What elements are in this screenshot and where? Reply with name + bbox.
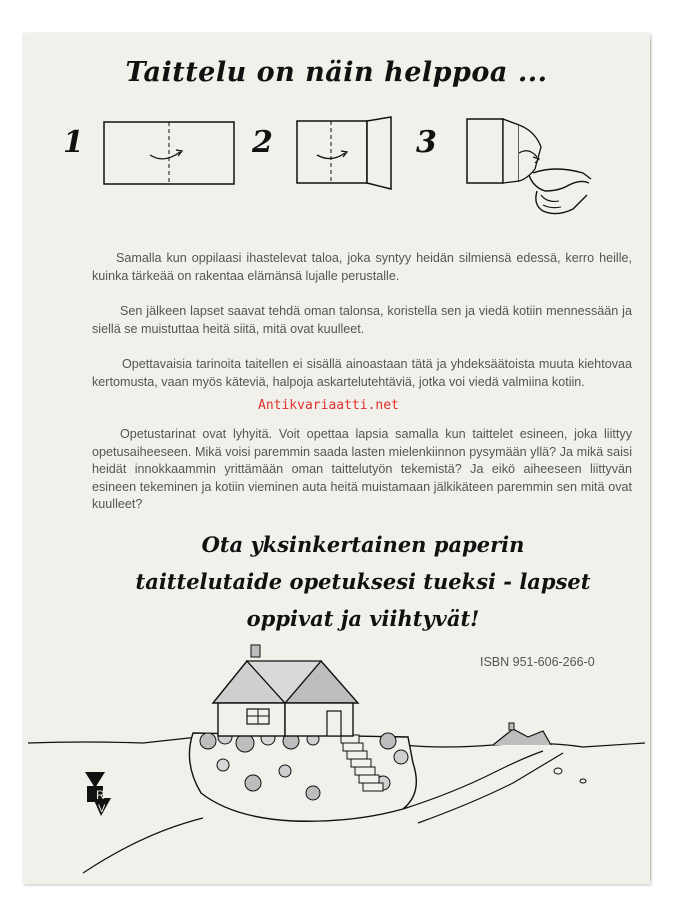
slogan-line-1: Ota yksinkertainen paperin [201,532,525,557]
isbn: ISBN 951-606-266-0 [480,655,595,669]
page-title: Taittelu on näin helppoa ... [125,57,548,88]
house-on-rock-illustration [23,633,650,884]
logo-letter-r: R [96,788,105,802]
paragraph-3: Opettavaisia tarinoita taitellen ei sisällä ainoastaan tätä ja yhdeksäätoista muuta kiehtovaa kertomusta, vaan myös käteviä, halpoja askartelutehtäviä, jotka voi viedä valmiina kotiin. [92,357,632,389]
step-number-2: 2 [252,125,273,160]
step-number-1: 1 [63,125,84,160]
fold-step-3-illustration [463,113,598,218]
logo-letter-v: V [98,803,106,815]
watermark: Antikvariaatti.net [258,398,399,413]
fold-step-2-illustration [291,115,401,195]
paragraph-1: Samalla kun oppilaasi ihastelevat taloa, joka syntyy heidän silmiensä edessä, kerro heille, kuinka tärkeää on rakentaa elämänsä lujalle perustalle. [92,251,632,283]
back-cover [23,33,650,884]
paragraph-4: Opetustarinat ovat lyhyitä. Voit opettaa lapsia samalla kun taittelet esineen, joka liittyy opetusaiheeseen. Mikä voisi paremmin saada lasten mielenkiinnon pysymään yllä? Ja mikä saisi heidät innokkaammin yrittämään oman taittelutyön tekemistä? Ja eikö aiheeseen liittyvän esineen tekeminen ja kotiin vieminen auta heitä muistamaan jälkikäteen paremmin sen mitä ovat kuulleet? [92,427,632,511]
paragraph-2: Sen jälkeen lapset saavat tehdä oman talonsa, koristella sen ja viedä kotiin mennessään ja siellä se muistuttaa heitä siitä, mitä ovat kuulleet. [92,304,632,336]
slogan-line-3: oppivat ja viihtyvät! [246,606,480,631]
fold-step-1-illustration [98,118,238,188]
slogan-line-2: taittelutaide opetuksesi tueksi - lapset [135,569,591,594]
slogan [83,526,643,637]
publisher-logo [83,768,113,820]
step-number-3: 3 [416,125,437,160]
